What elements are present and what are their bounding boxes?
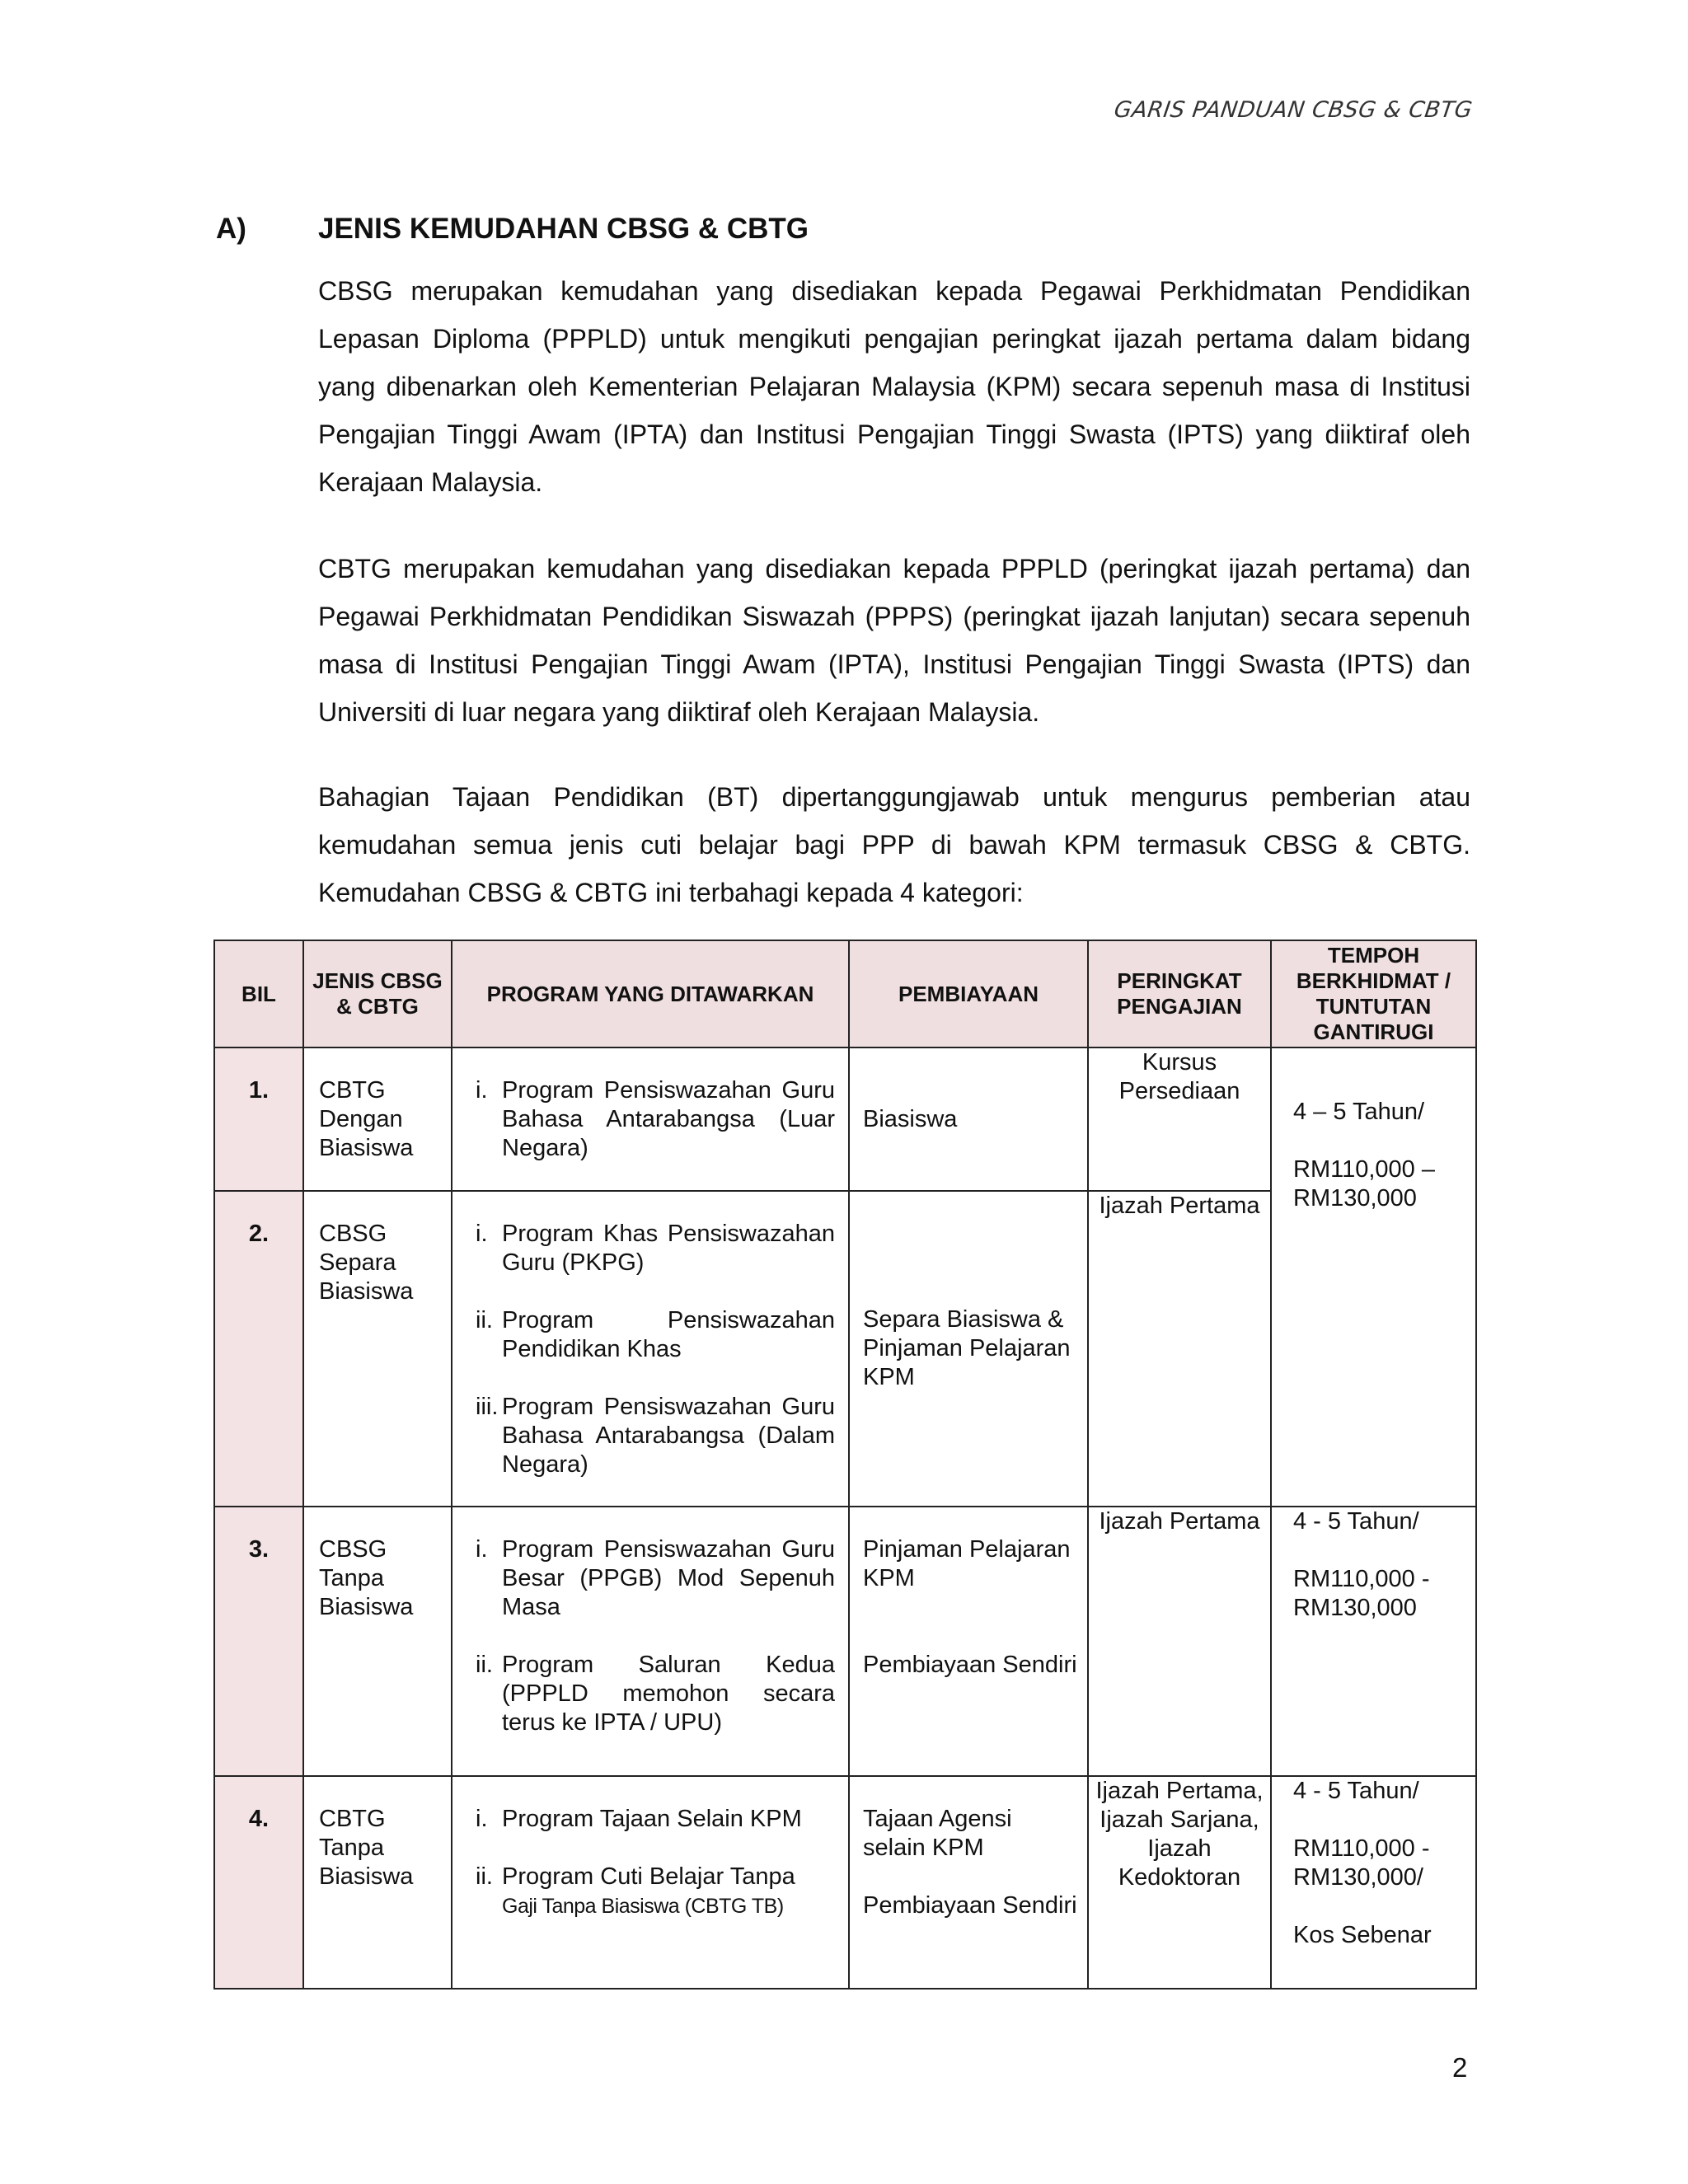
item-number: i. [476, 1536, 488, 1563]
list-item [476, 1076, 835, 1163]
row-jenis: CBTG Tanpa Biasiswa [303, 1776, 452, 1989]
section-letter: A) [216, 213, 246, 245]
item-text-small: Gaji Tanpa Biasiswa (CBTG TB) [502, 1895, 784, 1918]
row-bil: 1. [214, 1047, 303, 1191]
tempoh-duration: 4 - 5 Tahun/ [1293, 1778, 1419, 1804]
row-bil: 3. [214, 1507, 303, 1776]
header-jenis: JENIS CBSG & CBTG [303, 940, 452, 1047]
tempoh-duration: 4 - 5 Tahun/ [1293, 1508, 1419, 1535]
row-pembiayaan: Separa Biasiswa & Pinjaman Pelajaran KPM [849, 1191, 1088, 1507]
section-title: JENIS KEMUDAHAN CBSG & CBTG [318, 213, 809, 245]
row-pembiayaan: Biasiswa [849, 1047, 1088, 1191]
item-text [502, 1863, 835, 1921]
item-text: Program Pensiswazahan Guru Bahasa Antarabangsa (Luar Negara) [502, 1077, 835, 1161]
list-item [476, 1306, 835, 1364]
row-peringkat: Ijazah Pertama [1088, 1507, 1271, 1776]
header-program: PROGRAM YANG DITAWARKAN [452, 940, 849, 1047]
row-programs [452, 1776, 849, 1989]
row-peringkat: Ijazah Pertama, Ijazah Sarjana, Ijazah Kedoktoran [1088, 1776, 1271, 1989]
running-header: GARIS PANDUAN CBSG & CBTG [1112, 97, 1475, 123]
tempoh-amount: RM110,000 - RM130,000 [1293, 1566, 1430, 1621]
page-number: 2 [1452, 2052, 1468, 2083]
tempoh-amount: RM110,000 – RM130,000 [1293, 1156, 1435, 1212]
list-item [476, 1805, 835, 1834]
list-item [476, 1863, 835, 1921]
item-text-main: Program Cuti Belajar Tanpa [502, 1863, 795, 1890]
row-bil: 4. [214, 1776, 303, 1989]
header-peringkat: PERINGKAT PENGAJIAN [1088, 940, 1271, 1047]
table-row [214, 1507, 1476, 1776]
row-peringkat: Ijazah Pertama [1088, 1191, 1271, 1507]
pembiayaan-option: Pembiayaan Sendiri [863, 1892, 1077, 1919]
item-number: iii. [476, 1394, 499, 1420]
item-number: i. [476, 1221, 488, 1247]
pembiayaan-option: Pinjaman Pelajaran KPM [863, 1536, 1071, 1591]
table-row [214, 1047, 1476, 1191]
row-tempoh [1271, 1507, 1476, 1776]
row-programs [452, 1191, 849, 1507]
item-number: ii. [476, 1652, 493, 1678]
row-tempoh [1271, 1047, 1476, 1507]
pembiayaan-option: Tajaan Agensi selain KPM [863, 1806, 1012, 1861]
item-text: Program Pensiswazahan Guru Bahasa Antarabangsa (Dalam Negara) [502, 1394, 835, 1478]
header-bil: BIL [214, 940, 303, 1047]
item-text: Program Pensiswazahan Guru Besar (PPGB) Mod Sepenuh Masa [502, 1536, 835, 1620]
item-number: i. [476, 1077, 488, 1104]
row-bil: 2. [214, 1191, 303, 1507]
list-item [476, 1393, 835, 1479]
item-number: ii. [476, 1307, 493, 1333]
pembiayaan-option: Pembiayaan Sendiri [863, 1652, 1077, 1678]
item-text: Program Khas Pensiswazahan Guru (PKPG) [502, 1221, 835, 1276]
item-number: ii. [476, 1863, 493, 1890]
list-item [476, 1535, 835, 1622]
row-tempoh [1271, 1776, 1476, 1989]
row-programs [452, 1047, 849, 1191]
row-peringkat: Kursus Persediaan [1088, 1047, 1271, 1191]
item-text: Program Saluran Kedua (PPPLD memohon secara terus ke IPTA / UPU) [502, 1652, 835, 1736]
paragraph-cbsg: CBSG merupakan kemudahan yang disediakan kepada Pegawai Perkhidmatan Pendidikan Lepasan Diploma (PPPLD) untuk mengikuti pengajian peringkat ijazah pertama dalam bidang yang dibenarkan oleh Kementerian Pelajaran Malaysia (KPM) secara sepenuh masa di Institusi Pengajian Tinggi Awam (IPTA) dan Institusi Pengajian Tinggi Swasta (IPTS) yang diiktiraf oleh Kerajaan Malaysia. [318, 276, 1470, 497]
row-jenis: CBSG Separa Biasiswa [303, 1191, 452, 1507]
paragraph-bt: Bahagian Tajaan Pendidikan (BT) dipertanggungjawab untuk mengurus pemberian atau kemudahan semua jenis cuti belajar bagi PPP di bawah KPM termasuk CBSG & CBTG. Kemudahan CBSG & CBTG ini terbahagi kepada 4 kategori: [318, 782, 1470, 907]
row-jenis: CBTG Dengan Biasiswa [303, 1047, 452, 1191]
item-text: Program Pensiswazahan Pendidikan Khas [502, 1307, 835, 1362]
item-number: i. [476, 1806, 488, 1832]
row-jenis: CBSG Tanpa Biasiswa [303, 1507, 452, 1776]
paragraph-cbtg: CBTG merupakan kemudahan yang disediakan kepada PPPLD (peringkat ijazah pertama) dan Pegawai Perkhidmatan Pendidikan Siswazah (PPPS) (peringkat ijazah lanjutan) secara sepenuh masa di Institusi Pengajian Tinggi Awam (IPTA), Institusi Pengajian Tinggi Swasta (IPTS) dan Universiti di luar negara yang diiktiraf oleh Kerajaan Malaysia. [318, 554, 1470, 727]
list-item [476, 1220, 835, 1277]
header-tempoh: TEMPOH BERKHIDMAT / TUNTUTAN GANTIRUGI [1271, 940, 1476, 1047]
header-pembiayaan: PEMBIAYAAN [849, 940, 1088, 1047]
row-programs [452, 1507, 849, 1776]
tempoh-amount: RM110,000 - RM130,000/ [1293, 1835, 1430, 1891]
item-text: Program Tajaan Selain KPM [502, 1806, 802, 1832]
categories-table [213, 940, 1477, 1990]
tempoh-actual-cost: Kos Sebenar [1293, 1922, 1432, 1948]
row-pembiayaan [849, 1776, 1088, 1989]
table-row [214, 1776, 1476, 1989]
table-header-row [214, 940, 1476, 1047]
list-item [476, 1651, 835, 1737]
row-pembiayaan [849, 1507, 1088, 1776]
tempoh-duration: 4 – 5 Tahun/ [1293, 1099, 1425, 1125]
